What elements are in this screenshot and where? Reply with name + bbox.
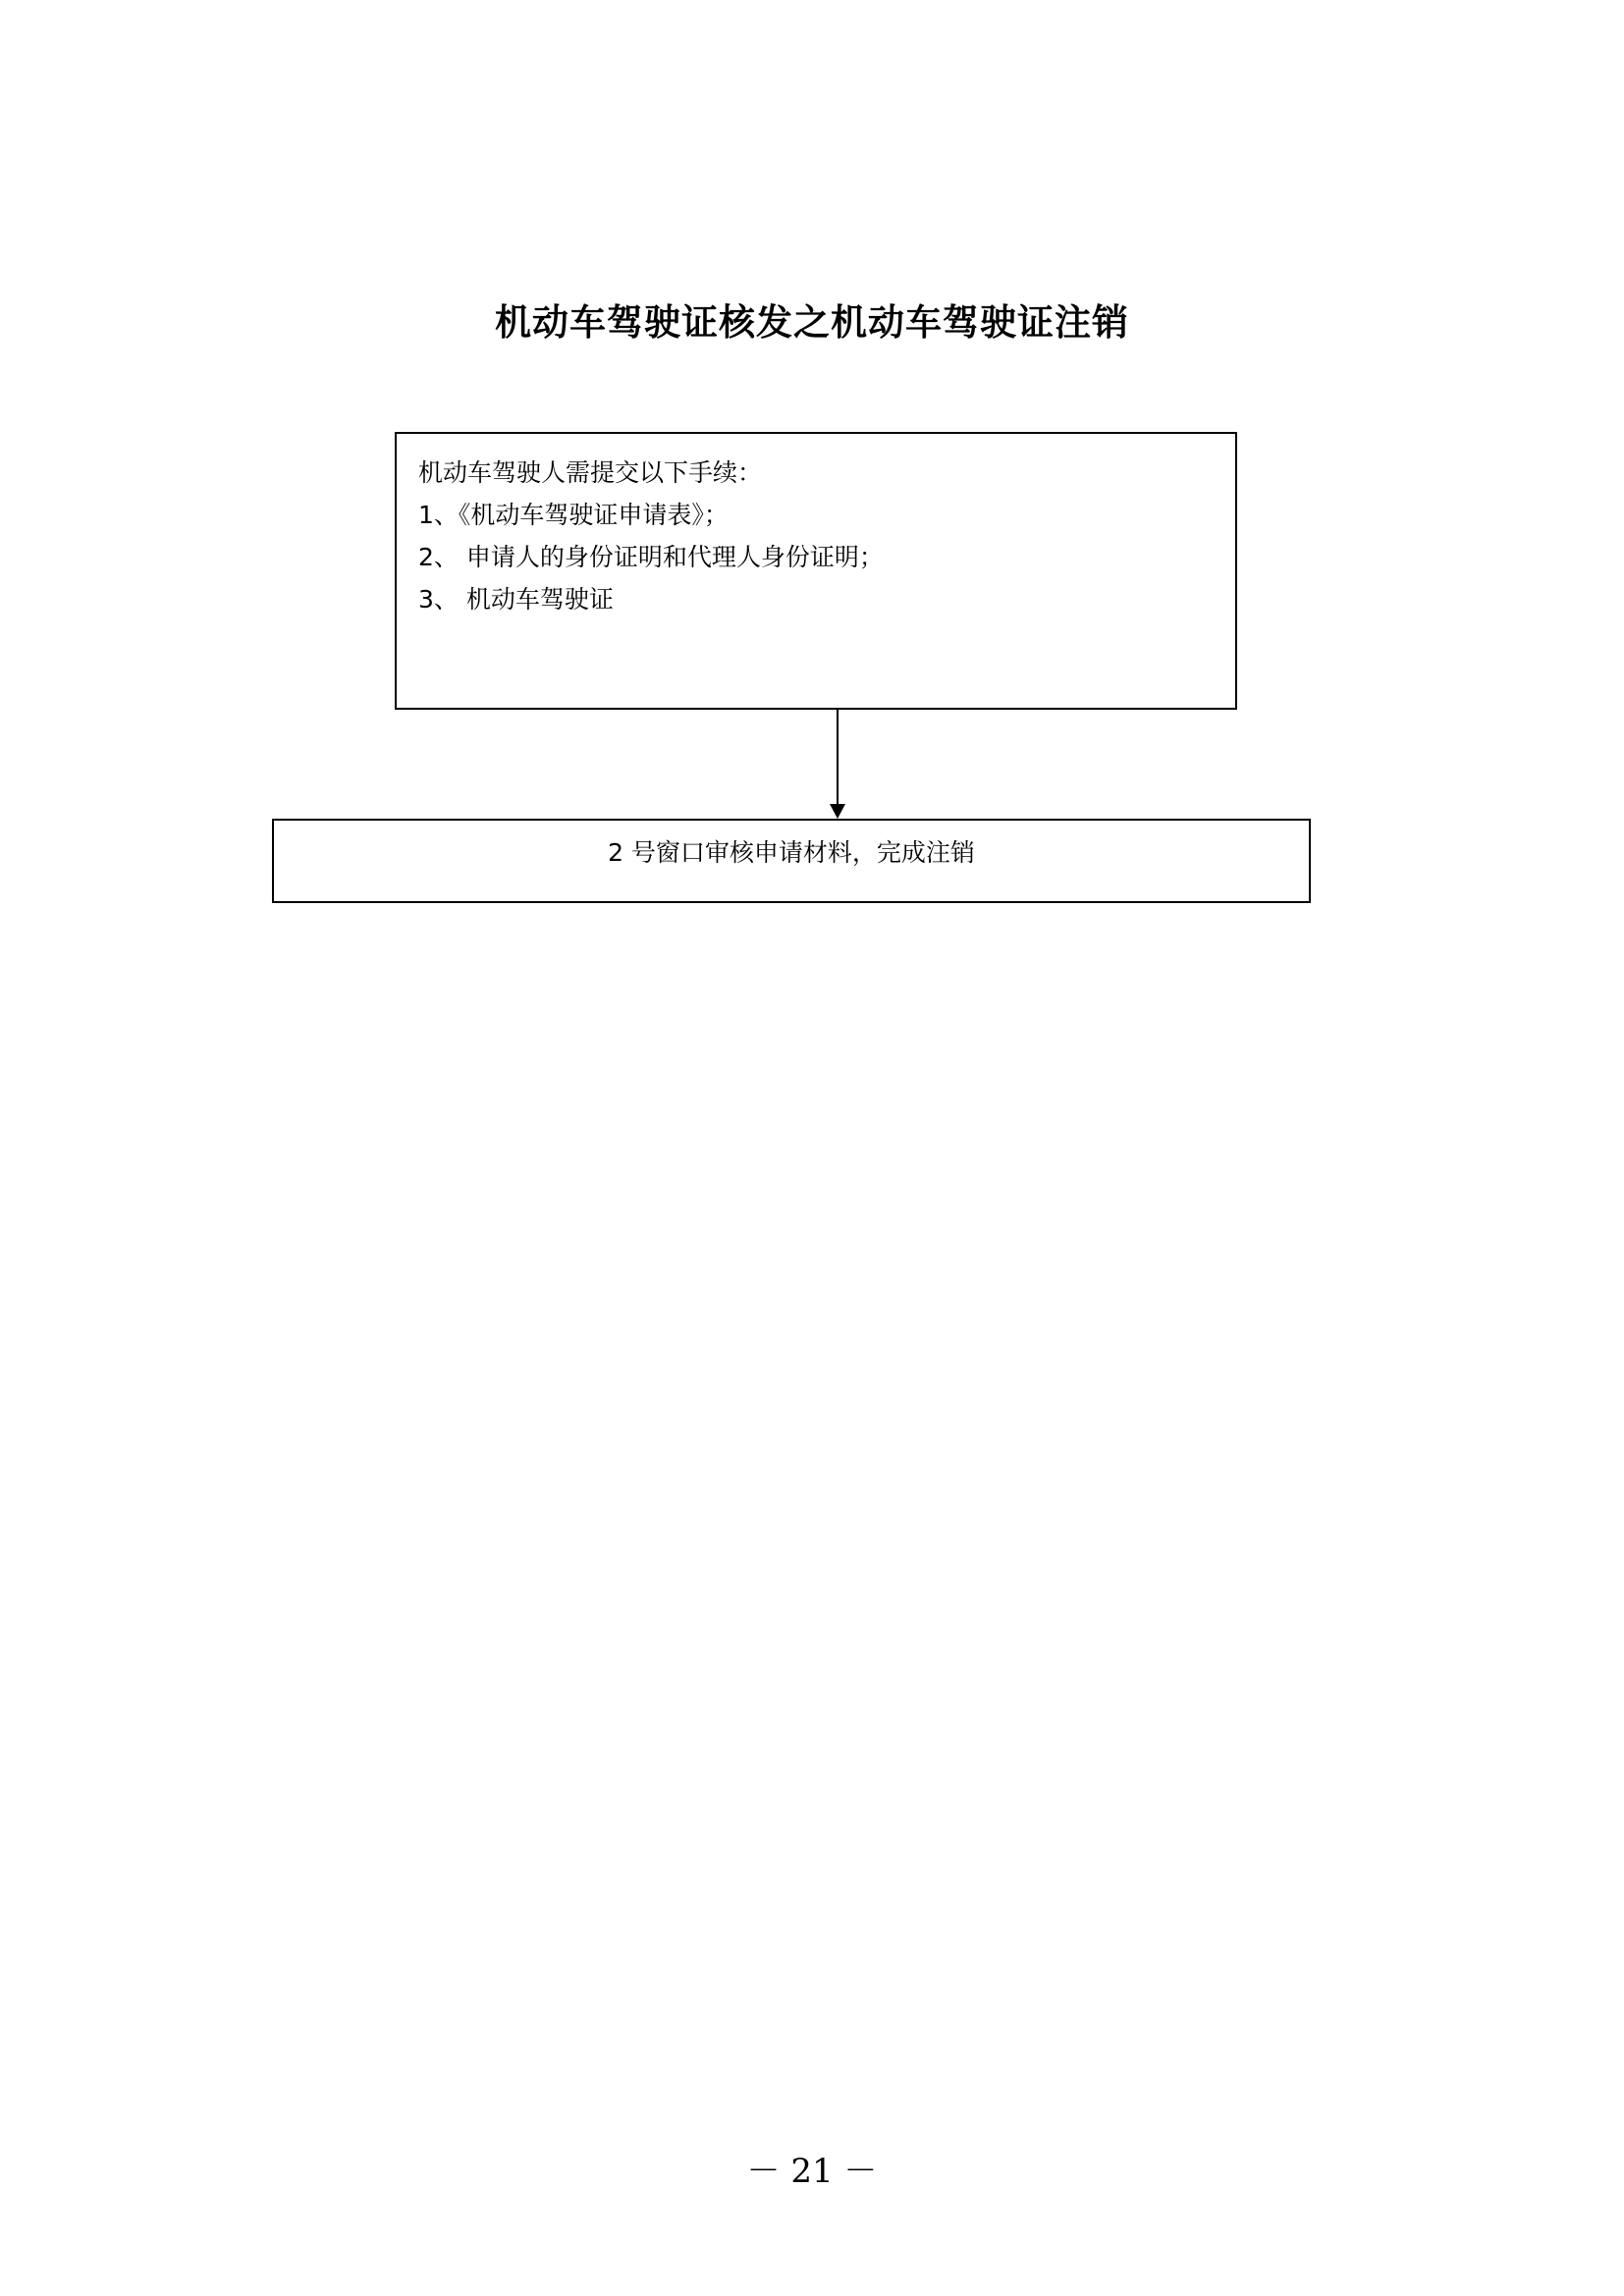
requirement-item-1: 1、《机动车驾驶证申请表》； [418,501,729,529]
page-title: 机动车驾驶证核发之机动车驾驶证注销 [495,301,1129,344]
result-box: 2 号窗口审核申请材料，完成注销 [272,819,1311,903]
requirements-box [395,432,1237,710]
arrow-head-icon [830,804,845,819]
requirement-item-2: 2、 申请人的身份证明和代理人身份证明； [418,543,884,571]
page-number: － 21 － [746,2152,878,2191]
requirements-intro: 机动车驾驶人需提交以下手续： [418,458,763,487]
requirement-item-3: 3、 机动车驾驶证 [418,585,614,614]
